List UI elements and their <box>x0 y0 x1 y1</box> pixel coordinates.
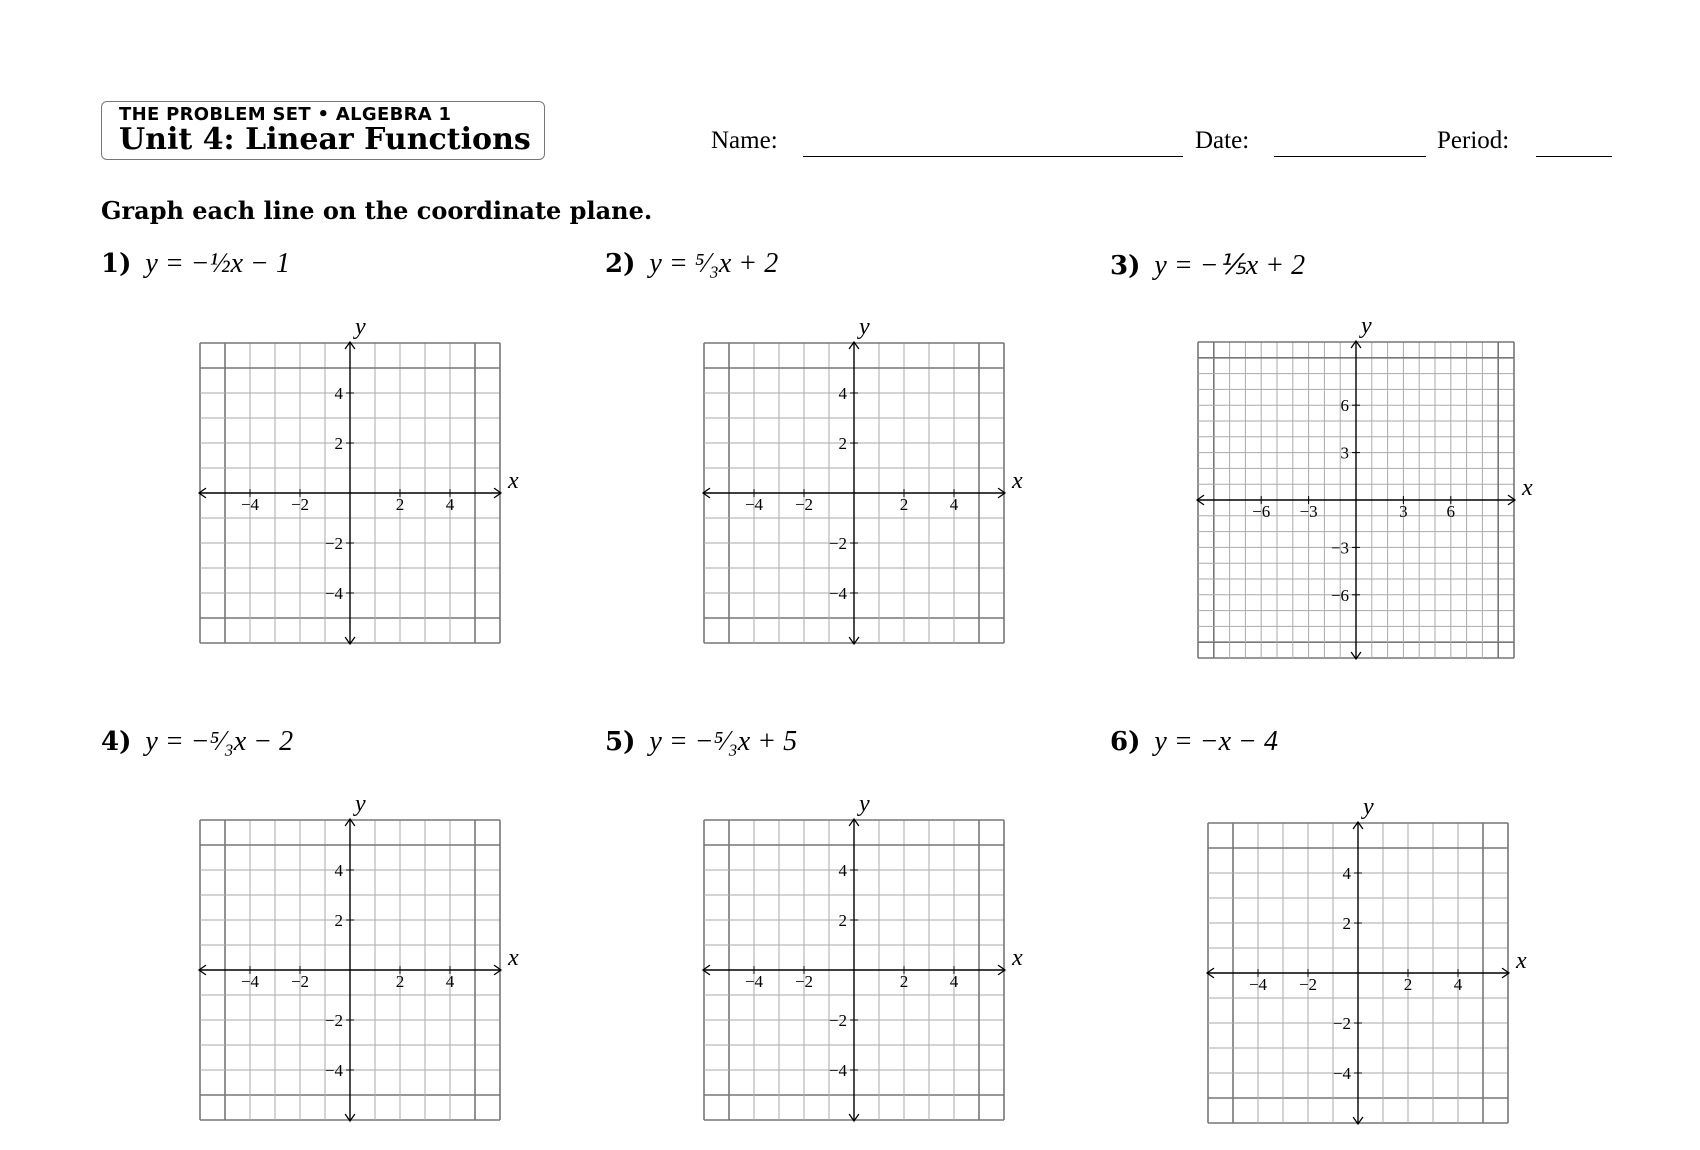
coordinate-plane-6[interactable] <box>1168 790 1548 1130</box>
problem-number: 2) <box>605 249 636 279</box>
problem-3 <box>1110 248 1305 282</box>
problem-number: 4) <box>101 727 132 757</box>
y-tick-label: −2 <box>1332 1014 1351 1033</box>
x-tick-label: 2 <box>1403 975 1413 994</box>
y-tick-label: 2 <box>334 911 343 930</box>
y-tick-label: −4 <box>828 584 847 603</box>
problem-equation: y = −⁵⁄₃x − 2 <box>145 726 294 757</box>
x-tick-label: −3 <box>1299 502 1318 521</box>
y-tick-label: −6 <box>1330 585 1349 605</box>
y-axis-label: y <box>355 791 366 817</box>
y-tick-label: 4 <box>334 384 343 403</box>
y-axis-label: y <box>355 314 366 340</box>
y-tick-label: 2 <box>334 434 343 453</box>
x-tick-label: 2 <box>899 495 909 514</box>
x-axis-label: x <box>1522 475 1533 501</box>
problem-equation: y = ⁵⁄₃x + 2 <box>649 248 779 279</box>
y-tick-label: 2 <box>1342 914 1351 933</box>
y-tick-label: 4 <box>838 384 847 403</box>
problem-5 <box>605 726 797 758</box>
problem-number: 3) <box>1110 251 1141 281</box>
x-tick-label: 2 <box>395 495 405 514</box>
y-tick-label: 4 <box>1342 864 1351 883</box>
y-axis-label: y <box>1363 794 1374 820</box>
problem-6 <box>1110 726 1278 758</box>
x-axis-label: x <box>1012 468 1023 494</box>
problem-1 <box>101 248 290 280</box>
y-tick-label: −4 <box>324 1061 343 1080</box>
x-tick-label: 4 <box>949 972 959 991</box>
y-axis-label: y <box>859 791 870 817</box>
x-axis-label: x <box>508 468 519 494</box>
x-tick-label: 4 <box>445 972 455 991</box>
y-tick-label: 6 <box>1340 396 1349 416</box>
problem-2 <box>605 248 778 280</box>
y-tick-label: −2 <box>828 1011 847 1030</box>
x-axis-label: x <box>1516 948 1527 974</box>
name-line[interactable] <box>803 156 1183 157</box>
problem-number: 6) <box>1110 727 1141 757</box>
x-tick-label: −2 <box>794 972 814 991</box>
problem-equation: y = −x − 4 <box>1154 726 1278 757</box>
x-axis-label: x <box>1012 945 1023 971</box>
coordinate-plane-4[interactable] <box>160 787 540 1127</box>
y-tick-label: −2 <box>828 534 847 553</box>
y-axis-label: y <box>1361 313 1372 339</box>
date-label: Date: <box>1195 127 1250 154</box>
x-tick-label: 6 <box>1446 502 1456 521</box>
y-tick-label: −2 <box>324 534 343 553</box>
x-tick-label: −2 <box>290 495 310 514</box>
x-tick-label: 2 <box>395 972 405 991</box>
x-axis-label: x <box>508 945 519 971</box>
y-tick-label: −4 <box>828 1061 847 1080</box>
date-line[interactable] <box>1274 156 1426 157</box>
x-tick-label: 4 <box>949 495 959 514</box>
x-tick-label: −4 <box>1248 975 1268 994</box>
coordinate-plane-2[interactable] <box>664 310 1044 650</box>
course-kicker: THE PROBLEM SET • ALGEBRA 1 <box>119 104 452 125</box>
x-tick-label: 3 <box>1399 502 1408 521</box>
problem-equation: y = −⁵⁄₃x + 5 <box>649 726 798 757</box>
coordinate-plane-1[interactable] <box>160 310 540 650</box>
x-tick-label: 4 <box>1453 975 1463 994</box>
y-tick-label: 3 <box>1340 443 1349 463</box>
x-tick-label: −4 <box>744 972 764 991</box>
x-tick-label: −4 <box>240 495 260 514</box>
name-label: Name: <box>711 127 778 154</box>
x-tick-label: 4 <box>445 495 455 514</box>
y-tick-label: −4 <box>324 584 343 603</box>
problem-number: 5) <box>605 727 636 757</box>
period-line[interactable] <box>1536 156 1612 157</box>
x-tick-label: −2 <box>1298 975 1318 994</box>
x-tick-label: −4 <box>240 972 260 991</box>
x-tick-label: −2 <box>290 972 310 991</box>
x-tick-label: −2 <box>794 495 814 514</box>
coordinate-plane-5[interactable] <box>664 787 1044 1127</box>
x-tick-label: −4 <box>744 495 764 514</box>
y-tick-label: −2 <box>324 1011 343 1030</box>
x-tick-label: −6 <box>1252 502 1271 521</box>
y-tick-label: −4 <box>1332 1064 1351 1083</box>
y-tick-label: 4 <box>334 861 343 880</box>
unit-title: Unit 4: Linear Functions <box>119 122 531 157</box>
period-label: Period: <box>1437 127 1510 154</box>
instructions: Graph each line on the coordinate plane. <box>101 196 653 225</box>
x-tick-label: 2 <box>899 972 909 991</box>
problem-equation: y = −⅕x + 2 <box>1154 250 1306 281</box>
y-tick-label: 2 <box>838 911 847 930</box>
problem-equation: y = −½x − 1 <box>145 248 290 279</box>
y-tick-label: 2 <box>838 434 847 453</box>
y-tick-label: −3 <box>1330 538 1349 558</box>
y-axis-label: y <box>859 314 870 340</box>
problem-number: 1) <box>101 249 132 279</box>
y-tick-label: 4 <box>838 861 847 880</box>
coordinate-plane-3[interactable] <box>1160 310 1560 670</box>
problem-4 <box>101 726 293 758</box>
